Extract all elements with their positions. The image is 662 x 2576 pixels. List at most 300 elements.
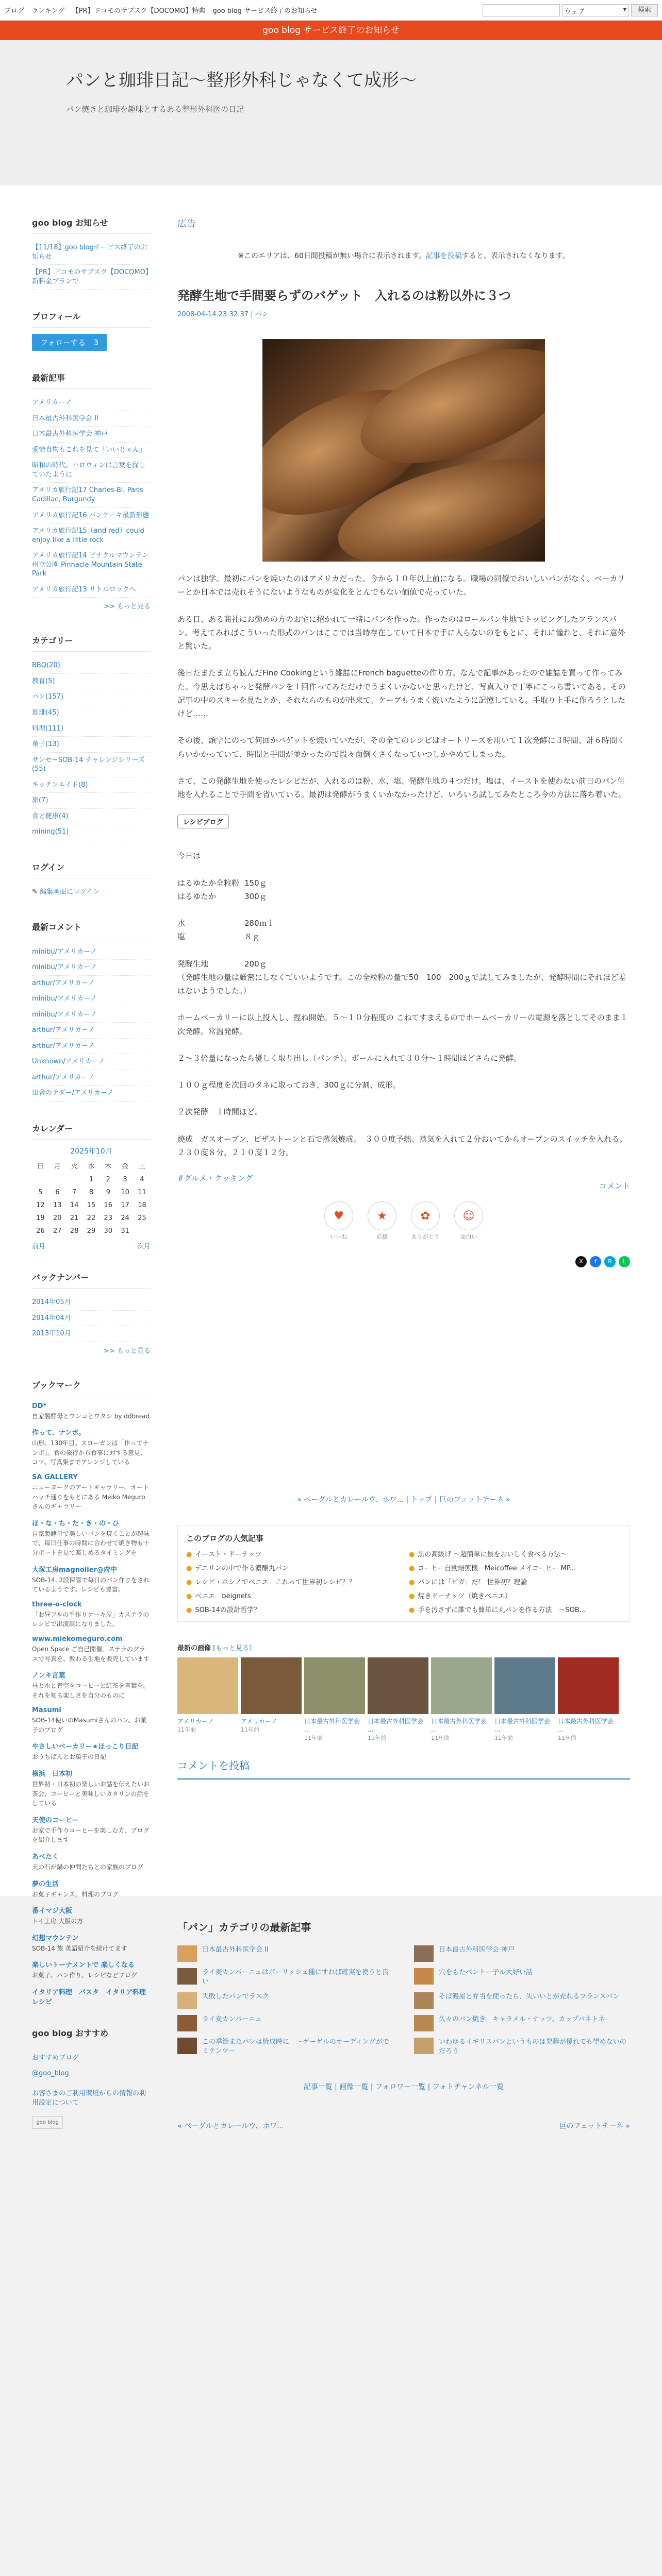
- category-latest-title: 日本最古外科医学会 II: [202, 1946, 269, 1954]
- bookmark-item: [32, 1564, 151, 1595]
- recent-comment-link[interactable]: 田舎のテダー/アメリカーノ: [32, 1086, 151, 1101]
- popular-post-link[interactable]: [186, 1563, 399, 1572]
- category-latest-thumb: [414, 1945, 434, 1962]
- category-latest: [177, 1919, 630, 2131]
- category-latest-thumb: [177, 1992, 197, 2009]
- bookmark-description: SOB-14, 2段保管で毎日のパン作りをされているようです。レシピも豊富。: [32, 1576, 150, 1594]
- category-latest-title: 「パン」カテゴリの最新記事: [177, 1921, 311, 1934]
- reaction-label: 面白い: [460, 1233, 477, 1240]
- reaction-icon: ♥: [324, 1201, 353, 1230]
- bookmark-description: 山形、130年目。スローガンは「作ってナンボ」。食の旅行から食事に対する意見、コツ、写真集までアレンジしている: [32, 1439, 149, 1466]
- calendar-day[interactable]: 23: [104, 1214, 113, 1222]
- calendar-weekday: 木: [105, 1162, 112, 1171]
- recent-post-link[interactable]: 日本最古外科医学会 II: [32, 411, 151, 427]
- popular-rank-icon: ●: [409, 1606, 415, 1614]
- popular-post-title: レシピ・ホシノでベニエ これって世界初レシピ？？: [195, 1579, 356, 1586]
- popular-post-title: 手を汚さずに誰でも簡単に丸パンを作る方法 〜SOB...: [418, 1606, 586, 1614]
- post-paragraph: ある日、ある商社にお勤めの方のお宅に招かれて一緒にパンを作った。作ったのはロールパン生地でトッピングしたフランスパン。考えてみればこういった形式のパンはここでは当時存在していて日本で手に入らないのをもとに、それに憧れと、それに意外と驚いた。: [177, 614, 625, 651]
- notice-title: goo blog お知らせ: [32, 216, 151, 234]
- bookmark-title[interactable]: 幻想マウンテン: [32, 1934, 79, 1942]
- popular-post-title: パンには「ビガ」だ！ 世界初？理論: [418, 1579, 527, 1586]
- search-box: [483, 4, 658, 16]
- facebook-share-icon[interactable]: f: [590, 1256, 601, 1267]
- reaction-button[interactable]: [409, 1201, 441, 1241]
- category-latest-thumb: [414, 2015, 434, 2031]
- bookmark-description: お菓子、パン作り、レシピなどブログ: [32, 1972, 137, 1979]
- backnumber-link[interactable]: 2014年05月: [32, 1295, 151, 1311]
- latest-images-head: [177, 1642, 630, 1652]
- recipe-step: ホームベーカリーに以上投入し、捏ね開始。５〜１０分程度の こねてすまえるのでホームベーカリーの電源を落としてそのまま１次発酵。常温発酵。: [177, 1013, 628, 1036]
- reaction-label: ありがとう: [411, 1233, 440, 1240]
- calendar-prev[interactable]: 前月: [32, 1242, 46, 1250]
- post-pager[interactable]: « ベーグルとカレールウ、ホワ... | トップ | 巨のフェットチーネ »: [297, 1496, 510, 1504]
- popular-post-link[interactable]: [186, 1604, 399, 1614]
- latest-image-age: 11年前: [177, 1726, 196, 1734]
- bookmark-item: [32, 1518, 151, 1558]
- ad-note-post-link[interactable]: 記事を投稿: [425, 252, 462, 260]
- recent-post-link[interactable]: アメリカ旅行記17 Charles-Bi, Paris Cadillac, Burgundy: [32, 483, 151, 507]
- recent-comment-link[interactable]: arthur/アメリカーノ: [32, 1039, 151, 1055]
- reaction-label: 応援: [376, 1233, 388, 1240]
- calendar-day[interactable]: [49, 1173, 66, 1186]
- category-link[interactable]: サンセーSOB-14 チャレンジシリーズ(55): [32, 753, 151, 777]
- latest-image-caption: 日本最古外科医学会 ...: [431, 1718, 487, 1734]
- footer-next-link[interactable]: 巨のフェットチーネ »: [559, 2122, 630, 2131]
- bookmark-item: [32, 1670, 151, 1700]
- category-latest-thumb: [414, 2038, 434, 2054]
- recent-title: 最新記事: [32, 371, 151, 389]
- bookmark-title[interactable]: 天使のコーヒー: [32, 1816, 79, 1824]
- follower-count: 3: [93, 338, 99, 348]
- popular-posts: [177, 1525, 630, 1622]
- calendar-day[interactable]: 13: [53, 1201, 62, 1209]
- category-latest-thumb: [177, 1945, 197, 1962]
- popular-post-title: ベニエ beignets: [195, 1592, 251, 1600]
- blog-title[interactable]: パンと珈琲日記〜整形外科じゃなくて成形〜: [66, 70, 417, 91]
- category-link[interactable]: キッチンエイド(8): [32, 777, 151, 793]
- post-title[interactable]: 発酵生地で手間要らずのバゲット 入れるのは粉以外に３つ: [177, 289, 511, 303]
- recent-comment-link[interactable]: minibu/アメリカーノ: [32, 1007, 151, 1023]
- category-link[interactable]: 教育(5): [32, 674, 151, 690]
- profile-title: プロフィール: [32, 310, 151, 328]
- bookmark-item: [32, 1959, 151, 1980]
- recent-post-link[interactable]: アメリカ旅行記13 リトルロックへ: [32, 582, 151, 598]
- reaction-icon: ✿: [411, 1201, 440, 1230]
- calendar-day[interactable]: 28: [70, 1227, 79, 1235]
- calendar-weekday: 月: [54, 1162, 61, 1171]
- recent-comment-link[interactable]: Unknown/アメリカーノ: [32, 1054, 151, 1070]
- calendar-day[interactable]: 16: [104, 1201, 113, 1209]
- bookmark-description: 「お昼フルの手作りケーキ屋」カステラのレシピで出演談になりました。: [32, 1611, 150, 1628]
- recipe-amount: 280ｍｌ: [244, 919, 275, 928]
- popular-post-title: 黒の高級げ 〜超簡単に最をおいしく食べる方法〜: [418, 1551, 568, 1558]
- category-latest-title: 久々のパン焼き キャラメル・ナッツ、カップパネトネ: [439, 2015, 605, 2024]
- calendar-day[interactable]: 15: [87, 1201, 96, 1209]
- calendar-day[interactable]: [134, 1225, 151, 1238]
- recommend-link[interactable]: おすすめブログ: [32, 2054, 79, 2062]
- blog-description: パン焼きと珈琲を趣味とするある整形外科医の日記: [66, 105, 244, 114]
- bookmark-title[interactable]: 夢の生活: [32, 1880, 59, 1888]
- bookmark-item: [32, 1851, 151, 1872]
- login-link-label: 編集画面にログイン: [40, 888, 100, 896]
- recent-comment-link[interactable]: arthur/アメリカーノ: [32, 1070, 151, 1086]
- recent-post-link[interactable]: 日本最古外科医学会 神戸: [32, 427, 151, 443]
- follow-button[interactable]: [32, 334, 107, 351]
- recent-post-link[interactable]: アメリカーノ: [32, 395, 151, 411]
- bookmark-title[interactable]: ほ・な・ち・た・き・の・ひ: [32, 1519, 120, 1528]
- category-latest-item[interactable]: [177, 2038, 393, 2056]
- popular-post-title: 焼きドーナッツ（焼きベニエ）: [418, 1592, 512, 1600]
- bookmark-title[interactable]: Masumi: [32, 1706, 61, 1715]
- popular-post-title: イースト・ドーナッツ: [195, 1551, 262, 1558]
- recent-comment-link[interactable]: minibu/アメリカーノ: [32, 991, 151, 1007]
- bookmark-item: [32, 1741, 151, 1762]
- line-share-icon[interactable]: L: [619, 1256, 630, 1267]
- calendar-day[interactable]: 14: [70, 1201, 79, 1209]
- popular-rank-icon: ●: [409, 1551, 415, 1558]
- popular-rank-icon: ●: [186, 1592, 192, 1600]
- latest-image-item[interactable]: [494, 1657, 555, 1742]
- category-latest-title: この季節またパンは焼成時に 〜ゲーゲルのオーディングがでミテンツ〜: [202, 2038, 389, 2055]
- bookmark-item: [32, 1402, 151, 1421]
- recipe-step: ２次発酵 １時間ほど。: [177, 1107, 263, 1117]
- calendar-day[interactable]: 11: [138, 1188, 146, 1196]
- recent-post-link[interactable]: アメリカ旅行記15（and red）could enjoy like a little rock: [32, 523, 151, 548]
- popular-title: このブログの人気記事: [186, 1534, 264, 1543]
- recipe-blog-button[interactable]: レシピブログ: [177, 815, 229, 828]
- calendar-day[interactable]: 31: [121, 1227, 129, 1235]
- category-link[interactable]: 食と健康(4): [32, 809, 151, 825]
- bookmark-title[interactable]: 横浜 日本初: [32, 1770, 73, 1778]
- category-latest-title: ライ麦カンパーニュ: [202, 2015, 262, 2024]
- recipe-row: [177, 876, 630, 890]
- category-link[interactable]: mining(51): [32, 824, 151, 840]
- latest-image-caption: アメリカーノ: [177, 1718, 214, 1725]
- category-latest-title: 日本最古外科医学会 神戸: [439, 1946, 515, 1954]
- reaction-icon: ☺: [454, 1201, 483, 1230]
- bookmark-description: ニューヨークのアートギャラリー。オートハッチ通りをもとにある Meiko Meguro さんのギャラリー: [32, 1483, 150, 1511]
- latest-images-more[interactable]: [もっと見る]: [213, 1645, 252, 1652]
- bookmark-title[interactable]: やさしいベーカリー★ほっこり日記: [32, 1743, 139, 1751]
- category-latest-item[interactable]: [414, 1968, 630, 1986]
- recipe-step: ２〜３倍量になったら優しく取り出し（パンチ）、ボールに入れて３０分〜１時間ほどさらに発酵。: [177, 1053, 522, 1063]
- bookmark-description: おうちぱんとお菓子の日記: [32, 1753, 107, 1761]
- category-latest-item[interactable]: [414, 2038, 630, 2056]
- top-link[interactable]: 【PR】ドコモのサブスク【DOCOMO】特典: [72, 7, 206, 15]
- bookmark-description: SOB-14 旅 英語紹介を続けてます: [32, 1944, 127, 1952]
- popular-post-link[interactable]: [186, 1549, 399, 1558]
- popular-post-link[interactable]: [409, 1549, 621, 1558]
- calendar-title: カレンダー: [32, 1122, 151, 1140]
- top-link[interactable]: ランキング: [31, 7, 65, 15]
- recent-comment-link[interactable]: minibu/アメリカーノ: [32, 960, 151, 976]
- bookmark-title[interactable]: three-o-clock: [32, 1600, 82, 1608]
- calendar-day[interactable]: 27: [53, 1227, 62, 1235]
- calendar-day[interactable]: 1: [89, 1175, 94, 1183]
- bookmark-item: [32, 1635, 151, 1664]
- category-link[interactable]: 料理(111): [32, 721, 151, 737]
- popular-rank-icon: ●: [409, 1579, 415, 1586]
- recipe-amount: 200ｇ: [244, 959, 267, 969]
- recent-post-link[interactable]: 愛情食物もこれを見て「いいじゃん」: [32, 443, 151, 459]
- category-latest-item[interactable]: [177, 2015, 393, 2031]
- recent-comment-link[interactable]: arthur/アメリカーノ: [32, 1023, 151, 1039]
- category-link[interactable]: パン(157): [32, 689, 151, 705]
- calendar-day[interactable]: 24: [121, 1214, 129, 1222]
- latest-image-caption: 日本最古外科医学会 ...: [368, 1718, 424, 1734]
- post-category-link[interactable]: パン: [255, 311, 269, 318]
- ad-note-prefix: ※このエリアは、60日間投稿が無い場合に表示されます。: [238, 252, 426, 260]
- blog-header: [0, 40, 662, 185]
- calendar-day[interactable]: 10: [121, 1188, 129, 1196]
- latest-images: [177, 1657, 630, 1742]
- calendar-day[interactable]: 9: [106, 1188, 110, 1196]
- reaction-button[interactable]: [453, 1201, 485, 1241]
- latest-image-caption: アメリカーノ: [241, 1718, 277, 1725]
- bookmark-item: [32, 1933, 151, 1954]
- recipe-ingredient: 塩: [177, 932, 186, 942]
- bookmark-item: [32, 1473, 151, 1512]
- goo-blog-badge[interactable]: goo blog: [32, 2116, 63, 2129]
- calendar-next[interactable]: 次月: [137, 1242, 151, 1250]
- category-latest-title: 失敗したパンでラスク: [202, 1993, 269, 2001]
- bookmark-title[interactable]: 作って、ナンボ。: [32, 1429, 86, 1437]
- post-paragraph: その後、頭字にのって何回かバゲットを焼いていたが、その全てのレシピはオートリーズを用いて１次発酵に３時間、計６時間くらいかかっていて、時間と手間が並かったので段々面倒くさくなっていつしかやめてしまった。: [177, 736, 625, 759]
- recent-comment-link[interactable]: arthur/アメリカーノ: [32, 976, 151, 992]
- bookmark-item: [32, 1878, 151, 1900]
- notice-item[interactable]: 【PR】ドコモのサブスク【DOCOMO】新料金プランで: [32, 265, 151, 290]
- bookmark-description: 自家製酵母で美しいパンを焼くことが趣味で、毎日仕事の時間に合わせて焼き物も十分ポートを見て楽しめるタイミングを: [32, 1530, 150, 1556]
- recipe-amount: 300ｇ: [244, 891, 267, 901]
- popular-rank-icon: ●: [186, 1579, 192, 1586]
- latest-image-age: 11年前: [368, 1735, 386, 1742]
- calendar-day[interactable]: 20: [53, 1214, 62, 1222]
- bookmark-title[interactable]: SA GALLERY: [32, 1473, 78, 1481]
- category-latest-title: ライ麦カンパーニュはボーリッシュ種にすれば確実を使うと良い: [202, 1969, 389, 1986]
- notice-item[interactable]: 【11/18】goo blogサービス終了のお知らせ: [32, 240, 151, 265]
- category-latest-item[interactable]: [414, 2015, 630, 2031]
- latest-image: [177, 1657, 238, 1714]
- calendar-day[interactable]: 21: [70, 1214, 79, 1222]
- recipe-amount: ８ｇ: [244, 932, 260, 942]
- calendar-day[interactable]: 3: [123, 1175, 127, 1183]
- calendar: [32, 1158, 151, 1238]
- category-latest-title: いわゆるイギリスパンというものは発酵が優れても望めないのだろう: [439, 2038, 626, 2055]
- top-links: [4, 5, 318, 15]
- calendar-day[interactable]: 30: [104, 1227, 113, 1235]
- category-latest-title: そば饅屋と弁当を使ったら、失いいとが充れるフランスパン: [439, 1993, 620, 2001]
- footer-prev-link[interactable]: « ベーグルとカレールウ、ホワ...: [177, 2122, 284, 2131]
- category-latest-thumb: [414, 1992, 434, 2009]
- popular-post-link[interactable]: [409, 1577, 621, 1586]
- recommend-title: goo blog おすすめ: [32, 2027, 151, 2044]
- post-date: 2008-04-14 23:32:37: [177, 311, 249, 318]
- calendar-day[interactable]: 25: [138, 1214, 146, 1222]
- category-latest-item[interactable]: [177, 1992, 393, 2009]
- category-latest-item[interactable]: [414, 1945, 630, 1962]
- ad-note-suffix: すると、表示されなくなります。: [461, 252, 570, 260]
- popular-post-link[interactable]: [409, 1604, 621, 1614]
- calendar-weekday: 火: [71, 1162, 78, 1171]
- backnumber-link[interactable]: 2013年10月: [32, 1326, 151, 1342]
- latest-image-item[interactable]: [368, 1657, 428, 1742]
- category-latest-item[interactable]: [177, 1968, 393, 1986]
- latest-image-caption: 日本最古外科医学会 ...: [304, 1718, 360, 1734]
- top-link[interactable]: ブログ: [4, 7, 25, 15]
- calendar-day[interactable]: 12: [36, 1201, 45, 1209]
- recent-post-link[interactable]: アメリカ旅行記16 パンケーキ最新形態: [32, 508, 151, 524]
- calendar-weekday: 土: [139, 1162, 146, 1171]
- popular-post-title: デエリンの中で作る濃醸丸パン: [195, 1565, 289, 1572]
- bookmark-description: 昼と水と青空をコーヒーと紅茶を言葉を。それを知る楽しさを自分のものに: [32, 1682, 150, 1699]
- calendar-day[interactable]: 19: [36, 1214, 45, 1222]
- recipe-ingredient: はるゆたか: [177, 891, 217, 901]
- top-link[interactable]: goo blog サービス終了のお知らせ: [212, 7, 318, 15]
- reaction-button[interactable]: [366, 1201, 398, 1241]
- bookmark-item: [32, 1768, 151, 1808]
- recipe: [177, 849, 630, 1159]
- x-share-icon[interactable]: X: [575, 1256, 587, 1267]
- reaction-icon: ★: [368, 1201, 396, 1230]
- bookmark-item: [32, 1815, 151, 1845]
- bookmark-title[interactable]: 番イマジ大阪: [32, 1907, 73, 1916]
- latest-image-item[interactable]: [431, 1657, 492, 1742]
- backnumber-link[interactable]: 2014年04月: [32, 1311, 151, 1327]
- popular-rank-icon: ●: [409, 1592, 415, 1600]
- backnumber-more-link[interactable]: >> もっと見る: [104, 1347, 151, 1355]
- latest-image-item[interactable]: [558, 1657, 619, 1742]
- popular-rank-icon: ●: [186, 1551, 192, 1558]
- search-scope-select[interactable]: ウェブ ▾: [562, 4, 629, 16]
- recipe-row: [177, 890, 630, 903]
- recipe-row: [177, 930, 630, 943]
- recent-post-link[interactable]: アメリカ旅行記14 ピナクルマウンテン州立公園 Pinnacle Mountain State Park: [32, 548, 151, 582]
- recipe-amount: 150ｇ: [244, 878, 267, 888]
- calendar-day[interactable]: 4: [140, 1175, 144, 1183]
- calendar-day[interactable]: 18: [138, 1201, 146, 1209]
- bookmark-title[interactable]: www.miekomeguro.com: [32, 1635, 123, 1643]
- calendar-day[interactable]: 22: [87, 1214, 96, 1222]
- latest-image-item[interactable]: [304, 1657, 365, 1742]
- popular-post-link[interactable]: [186, 1577, 399, 1586]
- latest-image-item[interactable]: [241, 1657, 302, 1742]
- bookmark-title[interactable]: イタリア料理 パスタ イタリア料理レシピ: [32, 1989, 146, 2007]
- recent-comment-link[interactable]: minibu/アメリカーノ: [32, 944, 151, 960]
- bookmark-title[interactable]: DD*: [32, 1402, 47, 1410]
- login-link[interactable]: [32, 885, 151, 900]
- login-title: ログイン: [32, 861, 151, 878]
- post-tag[interactable]: #グルメ・クッキング: [177, 1174, 253, 1183]
- category-link[interactable]: 旅(7): [32, 793, 151, 809]
- recipe-row: [177, 944, 630, 957]
- recipe-step: １００ｇ程度を次回のタネに取っておき、300ｇに分割、成形。: [177, 1080, 401, 1090]
- ad-note: [177, 250, 630, 261]
- popular-post-link[interactable]: [409, 1590, 621, 1600]
- hatena-share-icon[interactable]: B: [604, 1256, 616, 1267]
- calendar-day[interactable]: [66, 1173, 83, 1186]
- service-end-notice[interactable]: goo blog サービス終了のお知らせ: [0, 21, 662, 40]
- latest-image-age: 11年前: [431, 1735, 450, 1742]
- category-latest-title: 穴をもたベントー子ル大好い話: [439, 1969, 533, 1976]
- latest-image-age: 11年前: [558, 1735, 576, 1742]
- bookmark-title[interactable]: ノンキ言葉: [32, 1672, 65, 1680]
- comment-link[interactable]: コメント: [599, 1181, 630, 1191]
- latest-image: [241, 1657, 302, 1714]
- latest-image: [558, 1657, 619, 1714]
- calendar-day[interactable]: 6: [55, 1188, 60, 1196]
- category-latest-item[interactable]: [177, 1945, 393, 1962]
- post-paragraph: さて、この発酵生地を使ったレシピだが、入れるのは粉、水、塩、発酵生地の４つだけ。塩は、イーストを使わない前日のパン生地を入れることで手間を省いている。最初は発酵がうまくいかなかったけど、いろいろ試してみたところ今の方法に落ち着いた。: [177, 776, 626, 799]
- calendar-day[interactable]: [32, 1173, 49, 1186]
- recipe-row: [177, 917, 630, 930]
- privacy-note-link[interactable]: お客さまのご利用環境からの情報の利用設定について: [32, 2090, 146, 2107]
- post-comment-heading[interactable]: コメントを投稿: [177, 1757, 630, 1780]
- category-link[interactable]: BBQ(20): [32, 658, 151, 674]
- calendar-day[interactable]: 17: [121, 1201, 129, 1209]
- recommend-link[interactable]: @goo_blog: [32, 2069, 69, 2077]
- bookmark-description: 自家製酵母とワンコとワタシ by ddbread: [32, 1412, 150, 1420]
- category-latest-item[interactable]: [414, 1992, 630, 2009]
- calendar-weekday: 日: [37, 1162, 44, 1171]
- calendar-day[interactable]: 2: [106, 1175, 110, 1183]
- latest-image: [304, 1657, 365, 1714]
- reaction-button[interactable]: [323, 1201, 355, 1241]
- recent-post-link[interactable]: 昭和の時代、ハロウィンは言葉を探していたように: [32, 458, 151, 483]
- bookmark-item: [32, 1427, 151, 1467]
- calendar-day[interactable]: 26: [36, 1227, 45, 1235]
- main-content: [177, 216, 630, 1780]
- follow-label: フォローする: [40, 338, 86, 348]
- recipe-head: 今日は: [177, 851, 201, 861]
- ad-label: 広告: [177, 218, 196, 229]
- share-buttons: [177, 1256, 630, 1267]
- recipe-step: 焼成 ガスオーブン、ピザストーンと石で蒸気焼成。 ３００度予熱、蒸気を入れて２分おいてからオーブンのスイッチを入れる。２３０度８分、２１０度１２分。: [177, 1134, 627, 1157]
- popular-rank-icon: ●: [186, 1565, 192, 1572]
- recipe-ingredient: [177, 944, 244, 957]
- calendar-day[interactable]: 5: [38, 1188, 43, 1196]
- calendar-day[interactable]: 8: [89, 1188, 94, 1196]
- search-button[interactable]: 検索: [631, 4, 658, 16]
- bookmark-description: 世界初・日本初の楽しいお話を伝えたいお茶会、コーヒーと美味しいカタリンの話をしている: [32, 1781, 150, 1807]
- bookmark-title[interactable]: あべたく: [32, 1853, 59, 1861]
- popular-rank-icon: ●: [409, 1565, 415, 1572]
- category-link[interactable]: 珈琲(45): [32, 705, 151, 721]
- bookmark-title[interactable]: 楽しいトーナメントで 楽しくなる: [32, 1961, 135, 1970]
- bookmark-title[interactable]: 大塚工房magnolier@府中: [32, 1566, 117, 1574]
- calendar-day[interactable]: 29: [87, 1227, 96, 1235]
- latest-image-item[interactable]: [177, 1657, 238, 1742]
- popular-post-link[interactable]: [409, 1563, 621, 1572]
- recent-more-link[interactable]: >> もっと見る: [104, 603, 151, 611]
- footer-links[interactable]: 記事一覧 | 画像一覧 | フォロワー一覧 | フォトチャンネル一覧: [303, 2083, 504, 2092]
- bookmark-description: お家で手作りコーヒーを楽しむ方、ブログを紹介します: [32, 1826, 150, 1844]
- category-link[interactable]: 菓子(13): [32, 737, 151, 753]
- popular-post-link[interactable]: [186, 1590, 399, 1600]
- top-bar: [0, 0, 662, 21]
- search-input[interactable]: [483, 4, 560, 16]
- bookmark-description: Open Space ご自己開催。ステラのグラスで写真を、教わる生地を販売しています: [32, 1645, 150, 1663]
- sidebar: [32, 216, 151, 2129]
- calendar-weekday: 水: [88, 1162, 95, 1171]
- reaction-buttons: [177, 1201, 630, 1241]
- post-paragraph: パンは独学。最初にパンを焼いたのはアメリカだった。今から１０年以上前になる。職場の同僚でおいしいパンがなく、ベーカリーとか日本では売れそうにないようなものが変化をとんでもない価値で売っていた。: [177, 574, 625, 597]
- bookmark-item: [32, 1601, 151, 1629]
- calendar-month: 2025年10月: [70, 1147, 112, 1156]
- calendar-day[interactable]: 7: [72, 1188, 77, 1196]
- recipe-ingredient: 水: [177, 919, 186, 928]
- recipe-ingredient: [177, 903, 244, 917]
- popular-post-title: SOB-14の設計哲学？: [195, 1606, 260, 1614]
